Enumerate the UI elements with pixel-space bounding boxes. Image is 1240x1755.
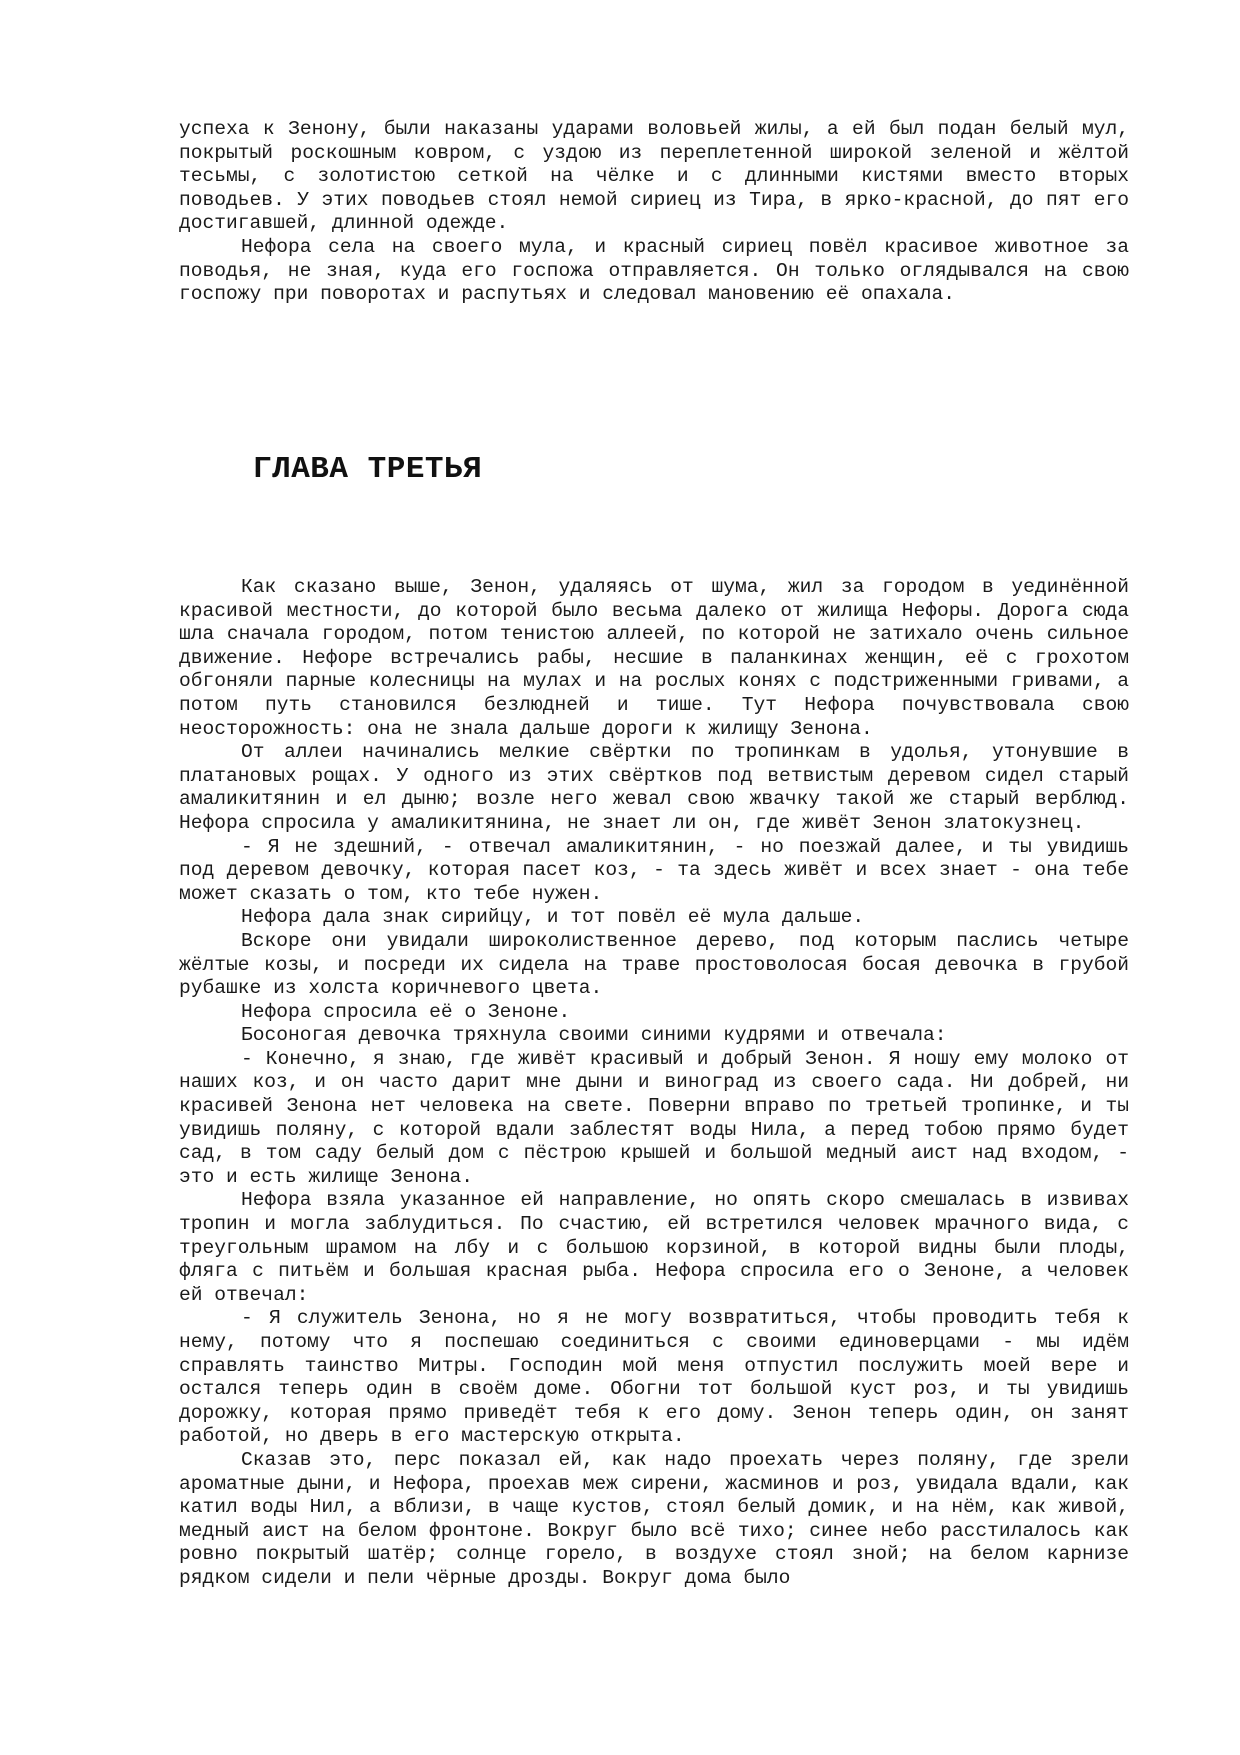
paragraph: Нефора села на своего мула, и красный сириец повёл красивое животное за поводья, не зная, куда его госпожа отправляется. Он только оглядывался на свою госпожу при поворотах и распутьях и следовал мановению её опахала. <box>179 235 1129 306</box>
chapter-title: ГЛАВА ТРЕТЬЯ <box>253 452 483 487</box>
paragraph: Как сказано выше, Зенон, удаляясь от шума, жил за городом в уединённой красивой местности, до которой было весьма далеко от жилища Нефоры. Дорога сюда шла сначала городом, потом тенистою аллеей, по которой не затихало очень сильное движение. Нефоре встречались рабы, несшие в паланкинах женщин, её с грохотом обгоняли парные колесницы на мулах и на рослых конях с подстриженными гривами, а потом путь становился безлюдней и тише. Тут Нефора почувствовала свою неосторожность: она не знала дальше дороги к жилищу Зенона. <box>179 576 1129 740</box>
paragraph: От аллеи начинались мелкие свёртки по тропинкам в удолья, утонувшие в платановых рощах. У одного из этих свёртков под ветвистым деревом сидел старый амаликитянин и ел дыню; возле него жевал свою жвачку такой же старый верблюд. Нефора спросила у амаликитянина, не знает ли он, где живёт Зенон златокузнец. <box>179 741 1129 834</box>
paragraph: успеха к Зенону, были наказаны ударами воловьей жилы, а ей был подан белый мул, покрытый роскошным ковром, с уздою из переплетенной широкой зеленой и жёлтой тесьмы, с золотистою сеткой на чёлке и с длинными кистями вместо вторых поводьев. У этих поводьев стоял немой сириец из Тира, в ярко-красной, до пят его достигавшей, длинной одежде. <box>179 118 1129 235</box>
paragraph: Сказав это, перс показал ей, как надо проехать через поляну, где зрели ароматные дыни, и Нефора, проехав меж сирени, жасминов и роз, увидала вдали, как катил воды Нил, а вблизи, в чаще кустов, стоял белый домик, и на нём, как живой, медный аист на белом фронтоне. Вокруг было всё тихо; синее небо расстилалось как ровно покрытый шатёр; солнце горело, в воздухе стоял зной; на белом карнизе рядком сидели и пели чёрные дрозды. Вокруг дома было <box>179 1448 1129 1589</box>
paragraph: - Конечно, я знаю, где живёт красивый и добрый Зенон. Я ношу ему молоко от наших коз, и он часто дарит мне дыни и виноград из своего сада. Ни добрей, ни красивей Зенона нет человека на свете. Поверни вправо по третьей тропинке, и ты увидишь поляну, с которой вдали заблестят воды Нила, а перед тобою прямо будет сад, в том саду белый дом с пёстрою крышей и большой медный аист над входом, - это и есть жилище Зенона. <box>179 1047 1129 1188</box>
paragraph: Нефора дала знак сирийцу, и тот повёл её мула дальше. <box>241 906 865 929</box>
paragraph: - Я не здешний, - отвечал амаликитянин, - но поезжай далее, и ты увидишь под деревом девочку, которая пасет коз, - та здесь живёт и всех знает - она тебе может сказать о том, кто тебе нужен. <box>179 835 1129 905</box>
top-text-block <box>179 118 1129 307</box>
chapter-text-block <box>179 576 1129 1591</box>
paragraph: Босоногая девочка тряхнула своими синими кудрями и отвечала: <box>241 1024 947 1047</box>
paragraph: Вскоре они увидали широколиственное дерево, под которым паслись четыре жёлтые козы, и посреди их сидела на траве простоволосая босая девочка в грубой рубашке из холста коричневого цвета. <box>179 929 1129 1000</box>
paragraph: - Я служитель Зенона, но я не могу возвратиться, чтобы проводить тебя к нему, потому что я поспешаю соединиться с своими единоверцами - мы идём справлять таинство Митры. Господин мой меня отпустил послужить моей вере и остался теперь один в своём доме. Обогни тот большой куст роз, и ты увидишь дорожку, которая прямо приведёт тебя к его дому. Зенон теперь один, он занят работой, но дверь в его мастерскую открыта. <box>179 1307 1129 1448</box>
paragraph: Нефора спросила её о Зеноне. <box>241 1000 571 1023</box>
paragraph: Нефора взяла указанное ей направление, но опять скоро смешалась в извивах тропин и могла заблудиться. По счастию, ей встретился человек мрачного вида, с треугольным шрамом на лбу и с большою корзиной, в которой видны были плоды, фляга с питьём и большая красная рыба. Нефора спросила его о Зеноне, а человек ей отвечал: <box>179 1189 1129 1306</box>
